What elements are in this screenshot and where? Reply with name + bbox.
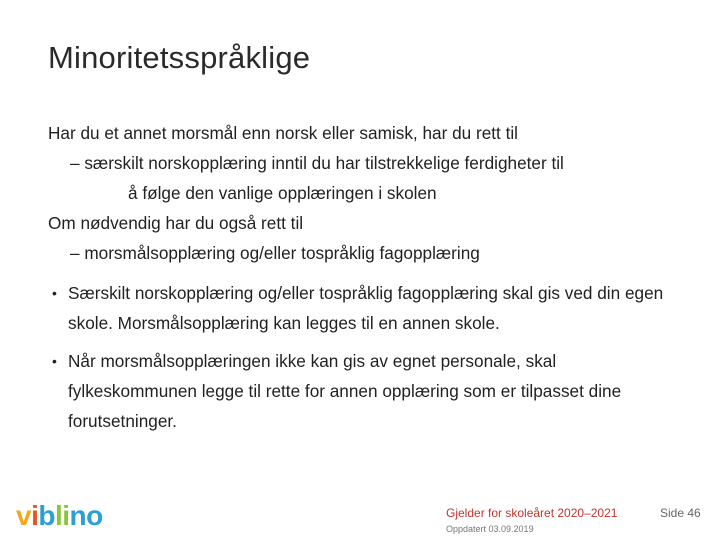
logo-letter: n	[69, 500, 87, 531]
body-line-5: – morsmålsopplæring og/eller tospråklig fagopplæring	[70, 243, 480, 263]
bullet-item-1	[48, 278, 688, 338]
bullet-text-2: Når morsmålsopplæringen ikke kan gis av egnet personale, skal fylkeskommunen legge til rette for annen opplæring som er tilpasset dine forutsetninger.	[68, 351, 622, 431]
viblino-logo	[16, 500, 103, 532]
bullet-text-1: Særskilt norskopplæring og/eller tospråklig fagopplæring skal gis ved din egen skole. Morsmålsopplæring kan legges til en annen skole.	[68, 283, 664, 333]
logo-letter: i	[62, 500, 70, 531]
page-title: Minoritetsspråklige	[48, 40, 311, 75]
bullet-item-2	[48, 346, 688, 436]
updated-date: Oppdatert 03.09.2019	[446, 524, 534, 534]
bullet-icon: •	[52, 285, 57, 301]
bullet-icon: •	[52, 353, 57, 369]
slide-body	[48, 118, 688, 436]
logo-letter: i	[31, 500, 39, 531]
body-line-2: – særskilt norskopplæring inntil du har tilstrekkelige ferdigheter til	[70, 153, 564, 173]
logo-letter: o	[86, 500, 103, 531]
logo-letter: l	[54, 500, 63, 531]
body-line-3: å følge den vanlige opplæringen i skolen	[128, 183, 437, 203]
body-line-1: Har du et annet morsmål enn norsk eller samisk, har du rett til	[48, 123, 518, 143]
page-number: Side 46	[660, 506, 701, 520]
school-year-note: Gjelder for skoleåret 2020–2021	[446, 506, 618, 520]
body-line-4: Om nødvendig har du også rett til	[48, 213, 304, 233]
logo-letter: v	[16, 500, 32, 531]
logo-letter: b	[38, 500, 55, 531]
